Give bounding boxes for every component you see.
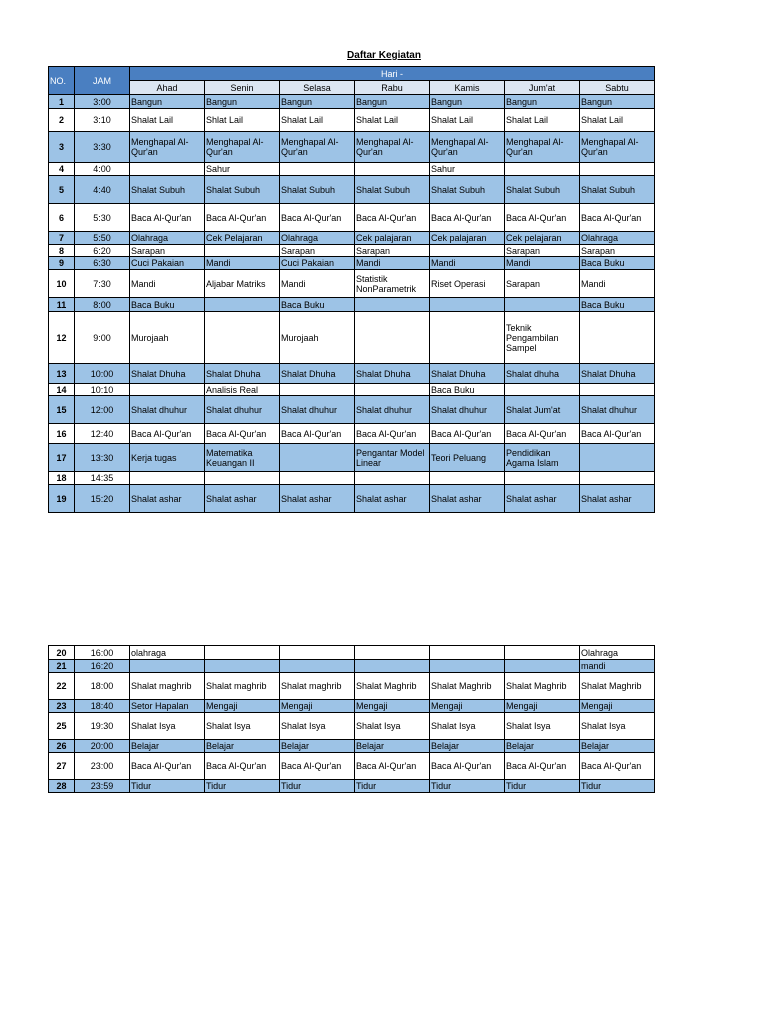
activity-cell: Shalat dhuhur — [430, 396, 505, 424]
activity-cell: Aljabar Matriks — [205, 270, 280, 298]
activity-cell — [205, 312, 280, 364]
activity-cell — [505, 163, 580, 176]
activity-cell: Bangun — [505, 95, 580, 109]
activity-cell: Shalat Dhuha — [205, 364, 280, 384]
activity-cell: Cuci Pakaian — [280, 257, 355, 270]
activity-cell — [355, 646, 430, 660]
row-time: 12:00 — [75, 396, 130, 424]
activity-cell: Mengaji — [205, 700, 280, 713]
activity-cell: Shalat Lail — [580, 109, 655, 132]
activity-cell: Baca Buku — [130, 298, 205, 312]
row-number: 10 — [49, 270, 75, 298]
activity-cell: Baca Al-Qur'an — [280, 753, 355, 780]
table-row — [49, 257, 655, 270]
row-number: 8 — [49, 245, 75, 257]
activity-cell: Mandi — [130, 270, 205, 298]
activity-cell: Menghapal Al-Qur'an — [580, 132, 655, 163]
table-row — [49, 660, 655, 673]
activity-cell: Shalat ashar — [130, 485, 205, 513]
activity-cell: Tidur — [355, 780, 430, 793]
row-number: 9 — [49, 257, 75, 270]
row-time: 5:50 — [75, 232, 130, 245]
activity-cell: Mengaji — [580, 700, 655, 713]
activity-cell — [580, 384, 655, 396]
row-number: 12 — [49, 312, 75, 364]
activity-cell — [280, 163, 355, 176]
activity-cell: Shalat Maghrib — [505, 673, 580, 700]
activity-cell — [430, 660, 505, 673]
activity-cell — [280, 444, 355, 472]
table-row — [49, 176, 655, 204]
schedule-table — [48, 66, 655, 513]
activity-cell — [505, 660, 580, 673]
activity-cell: Tidur — [280, 780, 355, 793]
activity-cell: Shalat maghrib — [205, 673, 280, 700]
row-number: 16 — [49, 424, 75, 444]
activity-cell: Shalat Subuh — [430, 176, 505, 204]
activity-cell: Sahur — [430, 163, 505, 176]
activity-cell — [280, 384, 355, 396]
row-time: 15:20 — [75, 485, 130, 513]
activity-cell — [580, 312, 655, 364]
activity-cell: Cek palajaran — [430, 232, 505, 245]
activity-cell: Shalat Isya — [430, 713, 505, 740]
activity-cell — [430, 245, 505, 257]
activity-cell — [130, 384, 205, 396]
activity-cell: Shalat Isya — [505, 713, 580, 740]
activity-cell: Baca Al-Qur'an — [505, 753, 580, 780]
activity-cell: Sarapan — [130, 245, 205, 257]
activity-cell: Murojaah — [130, 312, 205, 364]
activity-cell: Shalat dhuha — [505, 364, 580, 384]
table-row — [49, 713, 655, 740]
activity-cell: Shalat ashar — [580, 485, 655, 513]
row-number: 3 — [49, 132, 75, 163]
activity-cell — [355, 384, 430, 396]
row-number: 22 — [49, 673, 75, 700]
activity-cell — [280, 660, 355, 673]
activity-cell: Sarapan — [505, 270, 580, 298]
header-no: NO. — [49, 67, 75, 95]
header-day: Selasa — [280, 81, 355, 95]
row-time: 23:00 — [75, 753, 130, 780]
activity-cell — [580, 444, 655, 472]
table-row — [49, 485, 655, 513]
activity-cell: Shalat Isya — [355, 713, 430, 740]
activity-cell: Mandi — [355, 257, 430, 270]
header-hari: Hari - — [130, 67, 655, 81]
activity-cell: Shalat maghrib — [130, 673, 205, 700]
activity-cell: Sarapan — [355, 245, 430, 257]
activity-cell — [355, 312, 430, 364]
activity-cell: Shalat Subuh — [355, 176, 430, 204]
activity-cell: Shalat Subuh — [280, 176, 355, 204]
activity-cell: Shalat Dhuha — [355, 364, 430, 384]
row-time: 12:40 — [75, 424, 130, 444]
row-time: 20:00 — [75, 740, 130, 753]
row-number: 18 — [49, 472, 75, 485]
activity-cell: Baca Al-Qur'an — [430, 753, 505, 780]
row-time: 6:30 — [75, 257, 130, 270]
activity-cell — [580, 472, 655, 485]
activity-cell: Mandi — [505, 257, 580, 270]
activity-cell: Olahraga — [580, 646, 655, 660]
activity-cell — [430, 472, 505, 485]
activity-cell: Shalat Maghrib — [355, 673, 430, 700]
activity-cell: Shalat Maghrib — [430, 673, 505, 700]
row-time: 14:35 — [75, 472, 130, 485]
activity-cell: Tidur — [205, 780, 280, 793]
table-row — [49, 444, 655, 472]
row-time: 5:30 — [75, 204, 130, 232]
activity-cell: Bangun — [280, 95, 355, 109]
row-number: 15 — [49, 396, 75, 424]
row-number: 2 — [49, 109, 75, 132]
row-number: 4 — [49, 163, 75, 176]
activity-cell: Shalat dhuhur — [280, 396, 355, 424]
activity-cell: Shalat Dhuha — [280, 364, 355, 384]
activity-cell: Baca Al-Qur'an — [580, 424, 655, 444]
table-row — [49, 312, 655, 364]
activity-cell: Shalat dhuhur — [580, 396, 655, 424]
activity-cell: Baca Al-Qur'an — [355, 753, 430, 780]
activity-cell: Baca Al-Qur'an — [355, 424, 430, 444]
activity-cell: Baca Al-Qur'an — [205, 424, 280, 444]
row-time: 3:00 — [75, 95, 130, 109]
activity-cell: Analisis Real — [205, 384, 280, 396]
activity-cell: Mandi — [580, 270, 655, 298]
activity-cell: Sarapan — [505, 245, 580, 257]
activity-cell: Baca Al-Qur'an — [130, 204, 205, 232]
table-row — [49, 396, 655, 424]
row-time: 18:40 — [75, 700, 130, 713]
header-day: Ahad — [130, 81, 205, 95]
header-day: Rabu — [355, 81, 430, 95]
row-time: 3:30 — [75, 132, 130, 163]
row-number: 11 — [49, 298, 75, 312]
table-row — [49, 109, 655, 132]
activity-cell: Mengaji — [430, 700, 505, 713]
table-row — [49, 740, 655, 753]
table-row — [49, 646, 655, 660]
activity-cell: Baca Buku — [580, 298, 655, 312]
row-number: 23 — [49, 700, 75, 713]
activity-cell: Bangun — [355, 95, 430, 109]
activity-cell: Belajar — [505, 740, 580, 753]
activity-cell: Olahraga — [580, 232, 655, 245]
activity-cell: Baca Al-Qur'an — [580, 753, 655, 780]
activity-cell: Mengaji — [280, 700, 355, 713]
activity-cell: Statistik NonParametrik — [355, 270, 430, 298]
table-row — [49, 163, 655, 176]
table-row — [49, 780, 655, 793]
activity-cell: Belajar — [355, 740, 430, 753]
row-number: 27 — [49, 753, 75, 780]
activity-cell: Baca Al-Qur'an — [430, 204, 505, 232]
activity-cell: Bangun — [430, 95, 505, 109]
activity-cell: Baca Al-Qur'an — [280, 424, 355, 444]
activity-cell — [505, 384, 580, 396]
page-title: Daftar Kegiatan — [347, 50, 421, 61]
activity-cell: Setor Hapalan — [130, 700, 205, 713]
activity-cell: Shalat Dhuha — [130, 364, 205, 384]
activity-cell: Shalat ashar — [280, 485, 355, 513]
activity-cell: Baca Al-Qur'an — [130, 753, 205, 780]
activity-cell: Shalat Subuh — [130, 176, 205, 204]
row-time: 13:30 — [75, 444, 130, 472]
table-row — [49, 132, 655, 163]
row-number: 21 — [49, 660, 75, 673]
activity-cell: Shalat Dhuha — [430, 364, 505, 384]
row-time: 10:10 — [75, 384, 130, 396]
row-number: 25 — [49, 713, 75, 740]
activity-cell: Mengaji — [355, 700, 430, 713]
row-time: 16:20 — [75, 660, 130, 673]
row-number: 7 — [49, 232, 75, 245]
activity-cell: Murojaah — [280, 312, 355, 364]
activity-cell: mandi — [580, 660, 655, 673]
activity-cell: Belajar — [205, 740, 280, 753]
activity-cell: Teori Peluang — [430, 444, 505, 472]
activity-cell: Shalat dhuhur — [130, 396, 205, 424]
activity-cell — [430, 646, 505, 660]
activity-cell: olahraga — [130, 646, 205, 660]
header-jam: JAM — [75, 67, 130, 95]
activity-cell: Olahraga — [130, 232, 205, 245]
row-time: 19:30 — [75, 713, 130, 740]
activity-cell — [355, 660, 430, 673]
activity-cell: Shalat Subuh — [205, 176, 280, 204]
table-row — [49, 245, 655, 257]
activity-cell: Shalat Jum'at — [505, 396, 580, 424]
row-time: 23:59 — [75, 780, 130, 793]
activity-cell: Baca Al-Qur'an — [355, 204, 430, 232]
activity-cell: Bangun — [205, 95, 280, 109]
header-day: Senin — [205, 81, 280, 95]
activity-cell — [205, 646, 280, 660]
activity-cell — [130, 163, 205, 176]
activity-cell: Cek palajaran — [355, 232, 430, 245]
activity-cell — [205, 472, 280, 485]
activity-cell — [505, 646, 580, 660]
activity-cell: Teknik Pengambilan Sampel — [505, 312, 580, 364]
activity-cell: Mandi — [280, 270, 355, 298]
activity-cell — [280, 472, 355, 485]
activity-cell: Shalat Isya — [280, 713, 355, 740]
activity-cell: Baca Buku — [580, 257, 655, 270]
activity-cell — [430, 298, 505, 312]
row-number: 6 — [49, 204, 75, 232]
header-day: Kamis — [430, 81, 505, 95]
activity-cell: Pendidikan Agama Islam — [505, 444, 580, 472]
activity-cell: Baca Al-Qur'an — [205, 204, 280, 232]
activity-cell — [205, 298, 280, 312]
schedule-table-continued — [48, 645, 655, 793]
row-time: 3:10 — [75, 109, 130, 132]
table-row — [49, 700, 655, 713]
row-number: 20 — [49, 646, 75, 660]
activity-cell: Shalat maghrib — [280, 673, 355, 700]
row-time: 16:00 — [75, 646, 130, 660]
activity-cell: Menghapal Al-Qur'an — [355, 132, 430, 163]
activity-cell — [355, 472, 430, 485]
activity-cell: Belajar — [430, 740, 505, 753]
activity-cell — [430, 312, 505, 364]
activity-cell: Shalat Maghrib — [580, 673, 655, 700]
activity-cell: Bangun — [580, 95, 655, 109]
activity-cell: Tidur — [580, 780, 655, 793]
activity-cell — [505, 298, 580, 312]
activity-cell: Olahraga — [280, 232, 355, 245]
activity-cell — [505, 472, 580, 485]
row-time: 9:00 — [75, 312, 130, 364]
activity-cell: Cek Pelajaran — [205, 232, 280, 245]
activity-cell: Belajar — [130, 740, 205, 753]
header-day: Jum'at — [505, 81, 580, 95]
activity-cell: Baca Al-Qur'an — [505, 204, 580, 232]
table-row — [49, 384, 655, 396]
row-time: 7:30 — [75, 270, 130, 298]
activity-cell: Baca Buku — [430, 384, 505, 396]
activity-cell: Shalat Subuh — [580, 176, 655, 204]
table-row — [49, 472, 655, 485]
table-row — [49, 270, 655, 298]
header-day: Sabtu — [580, 81, 655, 95]
row-time: 8:00 — [75, 298, 130, 312]
activity-cell: Menghapal Al-Qur'an — [505, 132, 580, 163]
activity-cell — [580, 163, 655, 176]
table-row — [49, 298, 655, 312]
activity-cell: Shalat Lail — [505, 109, 580, 132]
activity-cell: Menghapal Al-Qur'an — [205, 132, 280, 163]
row-number: 14 — [49, 384, 75, 396]
activity-cell: Cek pelajaran — [505, 232, 580, 245]
row-time: 6:20 — [75, 245, 130, 257]
row-number: 19 — [49, 485, 75, 513]
activity-cell: Belajar — [580, 740, 655, 753]
activity-cell: Shalat dhuhur — [355, 396, 430, 424]
activity-cell — [280, 646, 355, 660]
activity-cell: Shlat Lail — [205, 109, 280, 132]
activity-cell: Mengaji — [505, 700, 580, 713]
table-row — [49, 364, 655, 384]
activity-cell: Baca Al-Qur'an — [505, 424, 580, 444]
activity-cell: Cuci Pakaian — [130, 257, 205, 270]
activity-cell: Tidur — [430, 780, 505, 793]
activity-cell — [355, 163, 430, 176]
table-row — [49, 95, 655, 109]
row-number: 1 — [49, 95, 75, 109]
row-number: 26 — [49, 740, 75, 753]
table-row — [49, 204, 655, 232]
activity-cell — [205, 245, 280, 257]
activity-cell: Shalat Dhuha — [580, 364, 655, 384]
activity-cell: Shalat Isya — [130, 713, 205, 740]
row-number: 13 — [49, 364, 75, 384]
activity-cell — [355, 298, 430, 312]
activity-cell: Tidur — [130, 780, 205, 793]
activity-cell: Shalat ashar — [505, 485, 580, 513]
activity-cell: Baca Al-Qur'an — [205, 753, 280, 780]
activity-cell: Shalat Subuh — [505, 176, 580, 204]
activity-cell: Baca Al-Qur'an — [130, 424, 205, 444]
table-row — [49, 232, 655, 245]
activity-cell: Shalat Lail — [280, 109, 355, 132]
activity-cell: Menghapal Al-Qur'an — [280, 132, 355, 163]
activity-cell: Bangun — [130, 95, 205, 109]
activity-cell: Mandi — [430, 257, 505, 270]
activity-cell: Menghapal Al-Qur'an — [130, 132, 205, 163]
row-time: 4:00 — [75, 163, 130, 176]
activity-cell: Shalat ashar — [430, 485, 505, 513]
activity-cell — [130, 472, 205, 485]
activity-cell: Pengantar Model Linear — [355, 444, 430, 472]
activity-cell: Baca Al-Qur'an — [580, 204, 655, 232]
activity-cell: Shalat ashar — [355, 485, 430, 513]
activity-cell: Shalat Lail — [355, 109, 430, 132]
row-time: 4:40 — [75, 176, 130, 204]
activity-cell: Menghapal Al-Qur'an — [430, 132, 505, 163]
activity-cell: Sarapan — [280, 245, 355, 257]
row-time: 18:00 — [75, 673, 130, 700]
activity-cell — [205, 660, 280, 673]
activity-cell: Baca Al-Qur'an — [430, 424, 505, 444]
row-number: 17 — [49, 444, 75, 472]
activity-cell: Shalat ashar — [205, 485, 280, 513]
activity-cell: Matematika Keuangan II — [205, 444, 280, 472]
activity-cell: Baca Al-Qur'an — [280, 204, 355, 232]
table-row — [49, 424, 655, 444]
table-row — [49, 753, 655, 780]
row-time: 10:00 — [75, 364, 130, 384]
activity-cell: Belajar — [280, 740, 355, 753]
activity-cell: Sahur — [205, 163, 280, 176]
row-number: 5 — [49, 176, 75, 204]
activity-cell: Baca Buku — [280, 298, 355, 312]
row-number: 28 — [49, 780, 75, 793]
activity-cell: Mandi — [205, 257, 280, 270]
activity-cell — [130, 660, 205, 673]
table-row — [49, 673, 655, 700]
activity-cell: Shalat Lail — [130, 109, 205, 132]
activity-cell: Riset Operasi — [430, 270, 505, 298]
activity-cell: Shalat Isya — [205, 713, 280, 740]
activity-cell: Shalat dhuhur — [205, 396, 280, 424]
activity-cell: Shalat Isya — [580, 713, 655, 740]
activity-cell: Shalat Lail — [430, 109, 505, 132]
activity-cell: Sarapan — [580, 245, 655, 257]
activity-cell: Tidur — [505, 780, 580, 793]
activity-cell: Kerja tugas — [130, 444, 205, 472]
